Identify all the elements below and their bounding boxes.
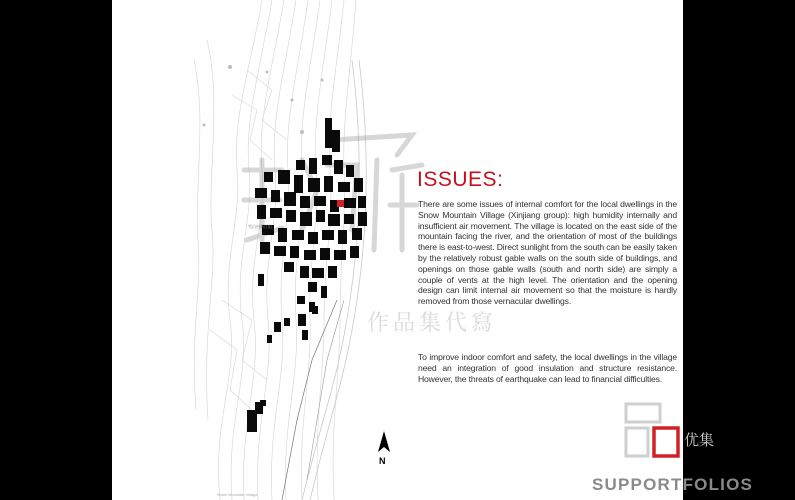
brand-name: SUPPORTFOLIOS: [592, 475, 754, 494]
map-label-caption: Snow Mountain Village: [217, 492, 258, 497]
brand-logo-icon: [624, 402, 684, 460]
map-label-village: 雪山村新江组: [248, 224, 272, 229]
river-lines: [282, 60, 366, 500]
issues-paragraph-2: To improve indoor comfort and safety, the local dwellings in the village need an integration of good insulation and structure resistance. However, the threats of earthquake can lead to financial difficulties.: [418, 352, 677, 384]
issues-title: ISSUES:: [417, 168, 504, 191]
brand-watermark: [590, 402, 790, 497]
north-arrow-icon: [376, 430, 392, 456]
brand-chinese: 优集: [684, 432, 715, 449]
watermark-text: 作品集代寫: [367, 310, 498, 335]
issues-paragraph-1: There are some issues of internal comfort for the local dwellings in the Snow Mountain Village (Xinjiang group): high humidity internally and insufficient air movement. The village is located on the east side of the mountain facing the river, and the orientation of most of the buildings there is east-to-west. Direct sunlight from the south can be easily taken by the relatively robust gable walls on the south side of buildings, and openings on those gable walls (south and north side) are simply a couple of vents at the high level. The orientation and the opening design can limit internal air movement so that the moisture is hardly removed from those vernacular dwellings.: [418, 199, 677, 307]
north-label: N: [379, 456, 386, 466]
highlighted-building: [337, 200, 344, 207]
north-arrow: [376, 430, 392, 470]
